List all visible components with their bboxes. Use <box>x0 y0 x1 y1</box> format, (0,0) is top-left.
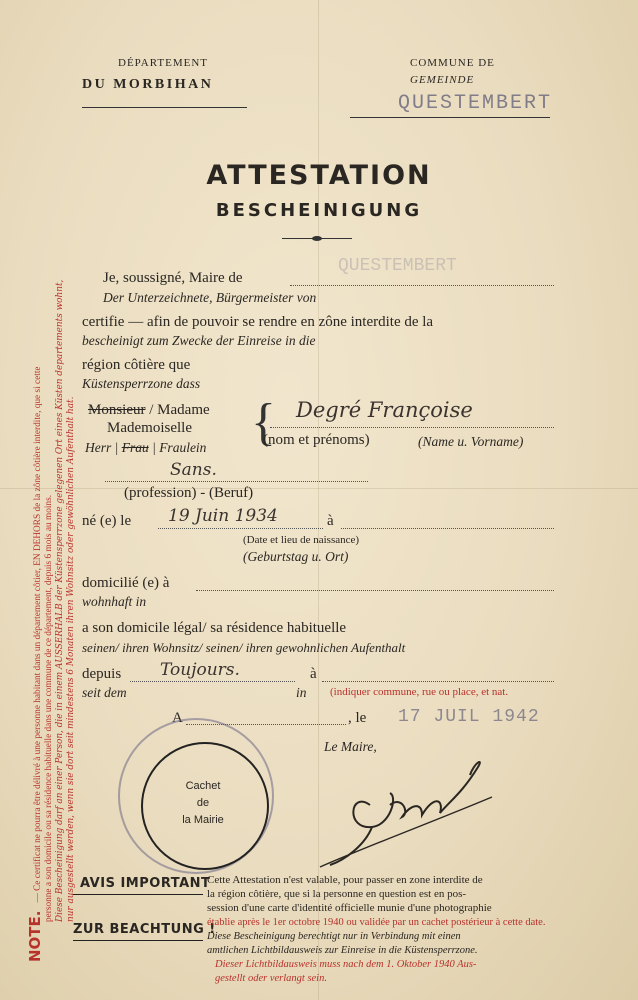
mademoiselle-option: Mademoiselle <box>107 420 192 436</box>
region-cotiere-text: région côtière que <box>82 357 191 373</box>
depuis-field <box>130 681 295 682</box>
commune-label: COMMUNE DE <box>410 57 495 69</box>
commune-underline <box>350 117 550 118</box>
wohnhaft-label: wohnhaft in <box>82 594 147 609</box>
birth-date-field <box>158 528 323 529</box>
wohnsitz-text: seinen/ ihren Wohnsitz/ seinen/ ihren gewohnlichen Aufenthalt <box>82 640 406 655</box>
madame-option: Madame <box>157 402 210 418</box>
department-label: DÉPARTEMENT <box>118 57 208 69</box>
profession-handwritten: Sans. <box>170 460 217 480</box>
cachet-label: Cachet de la Mairie <box>182 780 224 826</box>
gemeinde-label: GEMEINDE <box>410 74 475 86</box>
herr-option: Herr <box>85 440 112 455</box>
maire-de-label: Je, soussigné, Maire de <box>103 270 243 286</box>
nom-prenoms-label: (nom et prénoms) <box>263 432 370 448</box>
title-ornament <box>282 238 352 239</box>
indiquer-note: (indiquer commune, rue ou place, et nat. <box>330 686 509 698</box>
certifie-text: certifie — afin de pouvoir se rendre en zône interdite de la <box>82 314 434 330</box>
seit-dem-label: seit dem <box>82 685 127 700</box>
department-name: DU MORBIHAN <box>82 77 214 92</box>
avis-important-label: AVIS IMPORTANT <box>80 876 211 891</box>
profession-label: (profession) - (Beruf) <box>124 485 254 501</box>
side-note-de-line2: nur ausgestellt werden, wenn sie dort seit mindestens 6 Monaten ihren Wohnsitz oder gewöhnlichen Aufenthalt hat. <box>66 396 76 922</box>
depuis-a-label: à <box>310 666 317 682</box>
depuis-handwritten: Toujours. <box>160 660 240 680</box>
commune-stamp: QUESTEMBERT <box>398 92 553 115</box>
department-underline <box>82 107 247 108</box>
domicile-field <box>196 590 554 591</box>
side-note-fr-line1: NOTE.— Ce certificat ne pourra être délivré à une personne habitant dans un département côtier, EN DEHORS de la zône côtière interdite, que si cette <box>26 366 44 962</box>
name-vorname-label: (Name u. Vorname) <box>418 434 524 449</box>
important-fr-1: Cette Attestation n'est valable, pour passer en zone interdite de <box>207 874 483 886</box>
important-de-2: amtlichen Lichtbildausweis zur Einreise in die Küstensperrzone. <box>207 945 478 956</box>
salutation-fr: Monsieur / Madame <box>88 402 210 418</box>
maire-de-ghost-stamp: QUESTEMBERT <box>338 256 457 276</box>
a-label: A <box>172 710 183 726</box>
avis-underline <box>73 894 203 895</box>
profession-field-line <box>105 481 368 482</box>
title-attestation: ATTESTATION <box>206 160 432 191</box>
domicile-legal-text: a son domicile légal/ sa résidence habituelle <box>82 620 347 636</box>
birth-a-label: à <box>327 513 334 529</box>
frau-option: Frau <box>121 440 149 455</box>
brace: { <box>251 394 276 451</box>
important-red-1: établie après le 1er octobre 1940 ou validée par un cachet postérieur à cette date. <box>207 917 546 928</box>
side-note-fr-line2: personne a son domicile ou sa résidence habituelle dans une commune de ce département, depuis 6 mois au moins. <box>44 494 54 922</box>
important-red-2: Dieser Lichtbildausweis muss nach dem 1. Oktober 1940 Aus- <box>215 959 477 970</box>
important-red-3: gestellt oder verlangt sein. <box>215 973 327 984</box>
name-field-line <box>270 427 554 428</box>
title-bescheinigung: BESCHEINIGUNG <box>215 200 423 221</box>
ne-le-label: né (e) le <box>82 513 132 529</box>
depuis-label: depuis <box>82 666 122 682</box>
burgermeister-label: Der Unterzeichnete, Bürgermeister von <box>103 290 317 305</box>
side-note-de-line1: Diese Bescheinigung darf an einer Person, die in einem AUSSERHALB der Küstensperrzone gelegenen Ort eines Küsten departements wohnt, <box>55 279 65 922</box>
monsieur-option: Monsieur <box>88 402 146 418</box>
seit-in-label: in <box>296 685 307 700</box>
zur-underline <box>73 940 203 941</box>
important-fr-2: la région côtière, que si la personne en question est en pos- <box>207 888 467 900</box>
date-stamp: 17 JUIL 1942 <box>398 707 540 727</box>
name-handwritten: Degré Françoise <box>296 398 473 422</box>
birth-sub-de: (Geburtstag u. Ort) <box>243 549 349 564</box>
zur-beachtung-label: ZUR BEACHTUNG ! <box>73 922 216 937</box>
depuis-place-field <box>322 681 554 682</box>
le-label: , le <box>348 710 367 726</box>
birth-place-field <box>341 528 554 529</box>
salutation-de: Herr | Frau | Fraulein <box>85 440 207 455</box>
bescheinigt-text: bescheinigt zum Zwecke der Einreise in die <box>82 333 316 348</box>
kustensperrzone-text: Küstensperrzone dass <box>82 376 201 391</box>
le-maire-label: Le Maire, <box>324 739 377 754</box>
important-fr-3: session d'une carte d'identité officielle munie d'une photographie <box>207 902 492 914</box>
birth-sub-fr: (Date et lieu de naissance) <box>243 534 360 546</box>
mayor-signature <box>310 735 510 875</box>
note-label: NOTE. <box>26 910 44 962</box>
fraulein-option: Fraulein <box>159 440 207 455</box>
birth-date-handwritten: 19 Juin 1934 <box>168 506 278 526</box>
domicilie-label: domicilié (e) à <box>82 575 170 591</box>
important-de-1: Diese Bescheinigung berechtigt nur in Verbindung mit einen <box>207 931 461 942</box>
maire-de-field <box>290 285 554 286</box>
fold-crease-horizontal <box>0 488 638 489</box>
